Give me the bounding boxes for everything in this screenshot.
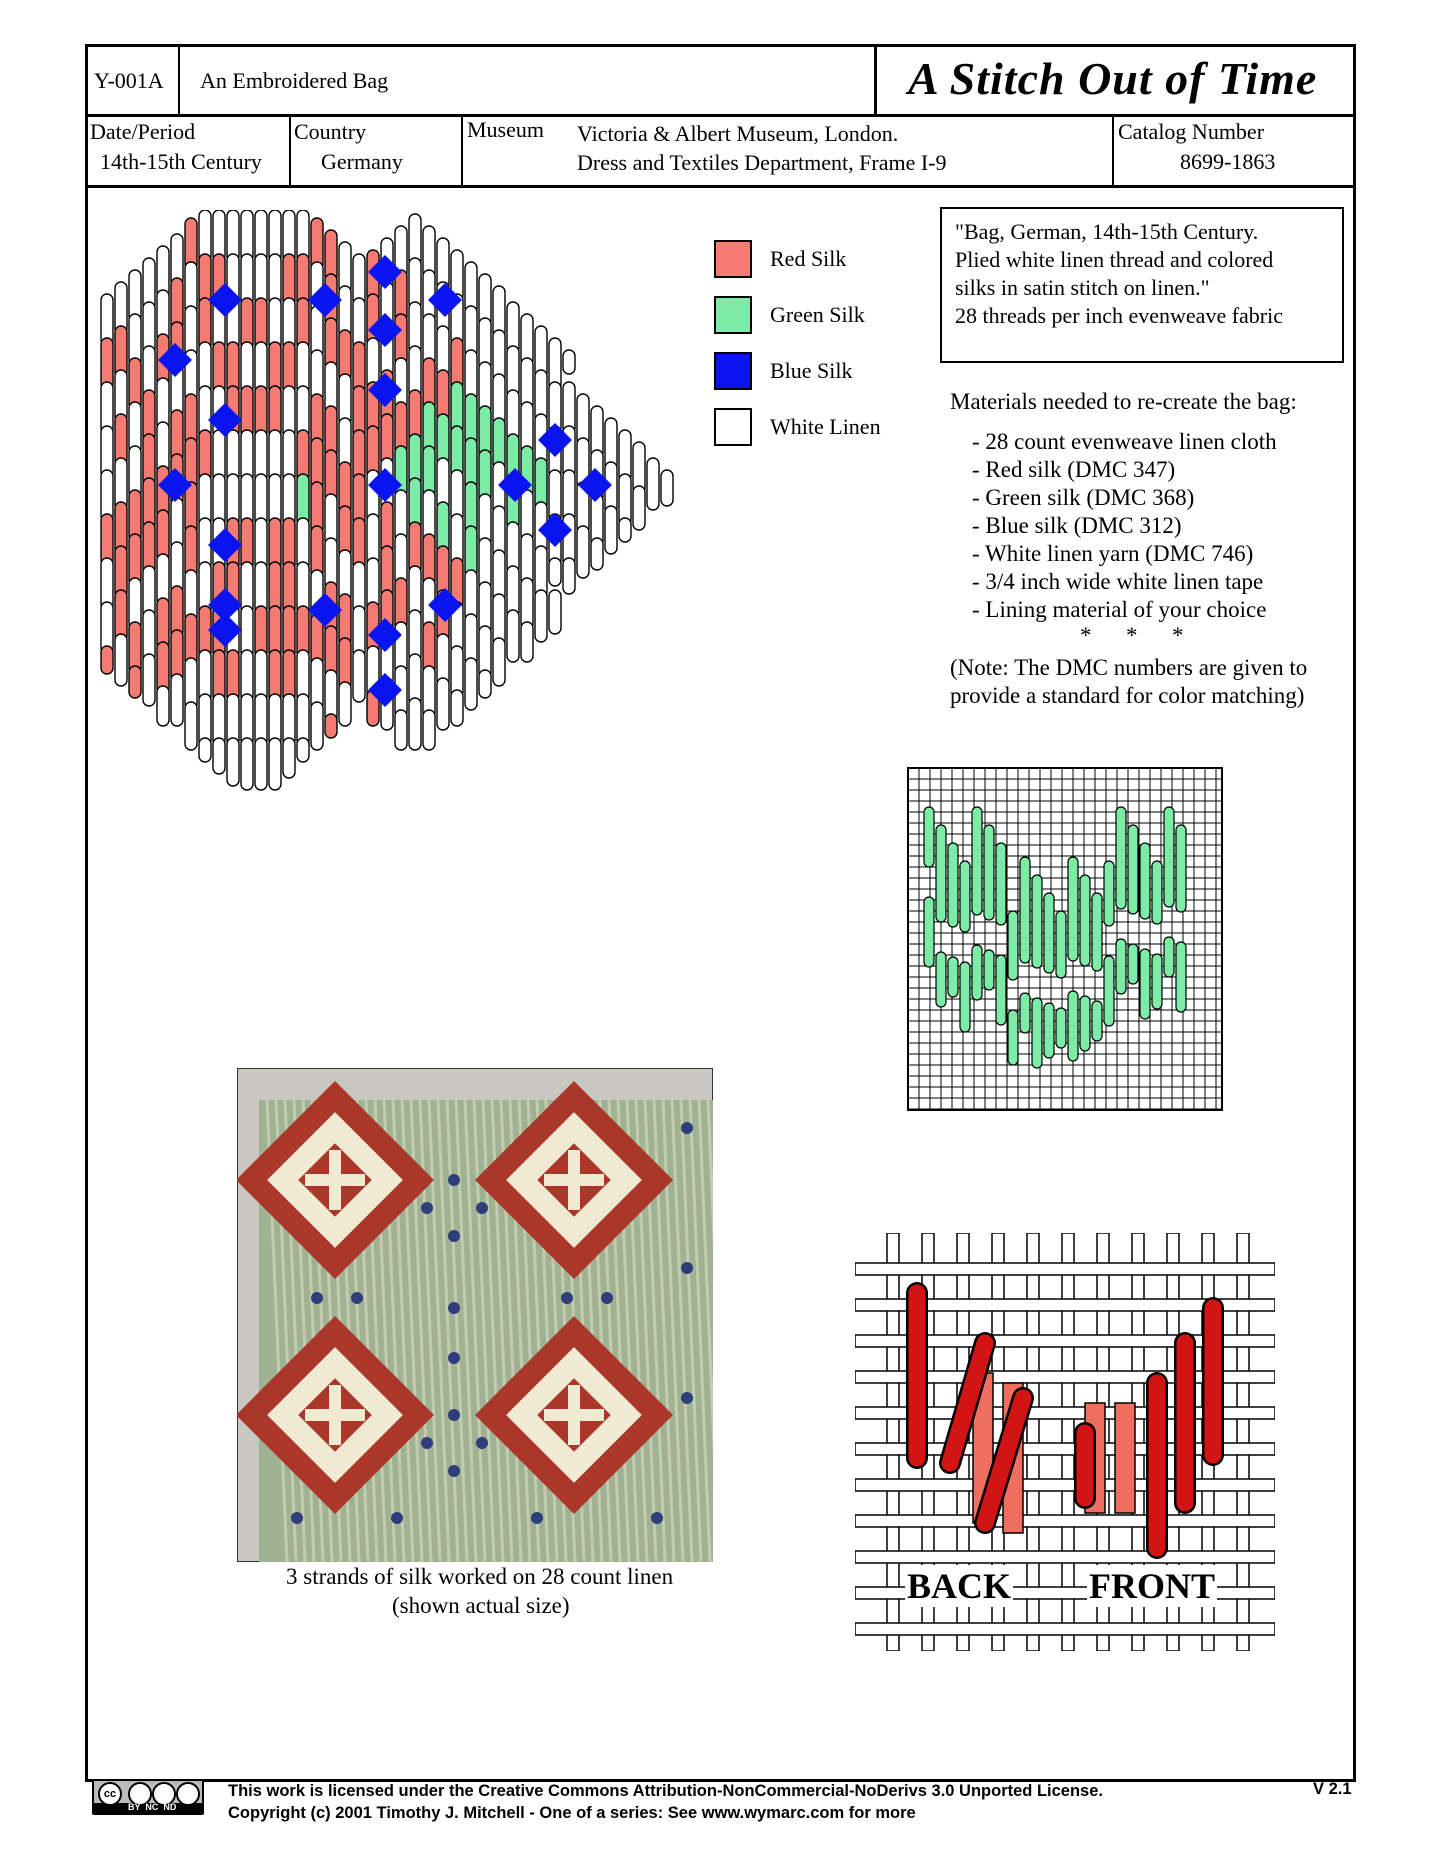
- motif-cross: [544, 1409, 604, 1421]
- pattern-stitch: [591, 538, 603, 570]
- pattern-stitch: [157, 686, 169, 726]
- pattern-stitch: [129, 666, 141, 698]
- catalog-label: Catalog Number: [1118, 119, 1265, 144]
- blue-dot: [476, 1202, 488, 1214]
- green-stitch: [1128, 825, 1138, 914]
- pattern-stitch: [171, 674, 183, 726]
- material-item: - Blue silk (DMC 312): [972, 513, 1182, 538]
- green-stitch: [1152, 954, 1162, 1009]
- motif-cross: [305, 1174, 365, 1186]
- series-title: A Stitch Out of Time: [908, 53, 1318, 104]
- green-stitch: [1068, 991, 1078, 1061]
- blue-dot: [421, 1437, 433, 1449]
- blue-dot: [448, 1302, 460, 1314]
- quote-line: 28 threads per inch evenweave fabric: [955, 303, 1284, 328]
- pattern-stitch: [479, 670, 491, 698]
- pattern-stitch: [185, 702, 197, 750]
- green-stitch: [984, 825, 994, 920]
- green-stitch: [1008, 1010, 1018, 1065]
- pattern-stitch: [451, 690, 463, 726]
- green-stitch: [1104, 861, 1114, 926]
- green-stitch: [972, 945, 982, 1000]
- pattern-stitch: [605, 506, 617, 554]
- green-stitch: [1176, 825, 1186, 912]
- green-stitch: [924, 897, 934, 967]
- cc-license-badge: [92, 1779, 204, 1815]
- green-stitch: [1008, 911, 1018, 980]
- green-stitch: [1164, 807, 1174, 907]
- back-label: BACK: [907, 1566, 1012, 1606]
- pattern-stitch: [199, 738, 211, 762]
- pattern-stitch: [507, 610, 519, 662]
- green-stitch: [1092, 893, 1102, 971]
- front-label: FRONT: [1089, 1566, 1215, 1606]
- green-stitch: [960, 962, 970, 1032]
- pattern-stitch: [661, 470, 673, 506]
- green-stitch: [936, 825, 946, 922]
- weft-thread: [855, 1551, 1275, 1563]
- green-stitch: [972, 807, 982, 915]
- blue-dot: [448, 1352, 460, 1364]
- photo-caption-line2: (shown actual size): [392, 1593, 570, 1618]
- material-item: - 3/4 inch wide white linen tape: [972, 569, 1264, 594]
- code-divider: [178, 44, 180, 115]
- pattern-stitch: [535, 590, 547, 642]
- item-code: Y-001A: [94, 68, 164, 93]
- title-divider: [874, 44, 877, 115]
- motif-cross: [305, 1409, 365, 1421]
- blue-dot: [448, 1174, 460, 1186]
- legend-label: Green Silk: [770, 302, 865, 327]
- legend-swatch: [714, 352, 752, 390]
- pattern-stitch: [465, 658, 477, 710]
- green-stitch: [1116, 807, 1126, 909]
- pattern-stitch: [283, 738, 295, 778]
- legend-swatch: [714, 296, 752, 334]
- green-stitch: [1020, 857, 1030, 963]
- pattern-stitch: [521, 622, 533, 662]
- pattern-stitch: [549, 590, 561, 634]
- green-stitch: [1044, 1003, 1054, 1058]
- museum-line1: Victoria & Albert Museum, London.: [577, 121, 899, 146]
- cc-icon: cc: [98, 1782, 122, 1806]
- materials-list: [972, 428, 1277, 624]
- copyright-text: Copyright (c) 2001 Timothy J. Mitchell - One of a series: See www.wymarc.com for more: [228, 1804, 916, 1822]
- pattern-stitch: [311, 702, 323, 750]
- green-stitch: [1152, 861, 1162, 924]
- green-stitch: [948, 843, 958, 927]
- blue-dot: [421, 1202, 433, 1214]
- legend-label: Red Silk: [770, 246, 847, 271]
- pattern-stitch: [647, 458, 659, 510]
- pattern-stitch: [577, 526, 589, 578]
- pattern-stitch: [563, 350, 575, 374]
- green-stitch: [1140, 949, 1150, 1019]
- blue-dot: [681, 1262, 693, 1274]
- pattern-stitch: [269, 738, 281, 790]
- country-value: Germany: [321, 149, 403, 174]
- note-line1: (Note: The DMC numbers are given to: [950, 655, 1308, 680]
- noderivs-icon: [176, 1782, 200, 1806]
- green-stitch: [948, 957, 958, 997]
- blue-dot: [651, 1512, 663, 1524]
- weft-thread: [855, 1263, 1275, 1275]
- header-divider: [85, 114, 1356, 117]
- country-divider: [461, 115, 463, 186]
- pattern-stitch: [437, 678, 449, 730]
- pattern-stitch: [619, 518, 631, 542]
- legend-label: White Linen: [770, 414, 881, 439]
- museum-label: Museum: [467, 117, 544, 142]
- embroidery-photo: [237, 1068, 713, 1562]
- quote-line: "Bag, German, 14th-15th Century.: [955, 219, 1259, 244]
- green-stitch: [984, 950, 994, 990]
- pattern-stitch: [493, 638, 505, 686]
- separator: * * *: [1080, 623, 1184, 648]
- page-title: An Embroidered Bag: [200, 68, 389, 93]
- blue-dot: [681, 1122, 693, 1134]
- pattern-stitch: [213, 738, 225, 774]
- pattern-stitch: [549, 558, 561, 586]
- green-stitch: [1056, 1008, 1066, 1048]
- blue-dot: [561, 1292, 573, 1304]
- country-label: Country: [294, 119, 367, 144]
- museum-line2: Dress and Textiles Department, Frame I-9: [577, 150, 947, 175]
- blue-dot: [391, 1512, 403, 1524]
- info-divider: [85, 185, 1356, 188]
- material-item: - Green silk (DMC 368): [972, 485, 1195, 510]
- pattern-stitch: [297, 738, 309, 762]
- quote-line: silks in satin stitch on linen.": [955, 275, 1210, 300]
- green-stitch-detail-chart: [907, 767, 1225, 1113]
- weft-thread: [855, 1623, 1275, 1635]
- date-label: Date/Period: [90, 119, 196, 144]
- pattern-stitch: [633, 486, 645, 530]
- catalog-quote: [955, 218, 1283, 330]
- blue-dot: [448, 1409, 460, 1421]
- pattern-stitch: [353, 650, 365, 702]
- green-stitch: [1128, 944, 1138, 984]
- pattern-stitch: [423, 710, 435, 750]
- blue-dot: [311, 1292, 323, 1304]
- blue-dot: [291, 1512, 303, 1524]
- blue-dot: [476, 1437, 488, 1449]
- legend-swatch: [714, 408, 752, 446]
- green-stitch: [1164, 937, 1174, 977]
- green-stitch: [1080, 996, 1090, 1051]
- catalog-value: 8699-1863: [1180, 149, 1276, 174]
- green-stitch: [924, 807, 934, 867]
- date-value: 14th-15th Century: [100, 149, 262, 174]
- embroidery-pattern-chart: [95, 210, 755, 860]
- blue-dot: [531, 1512, 543, 1524]
- green-stitch: [960, 861, 970, 932]
- blue-dot: [681, 1392, 693, 1404]
- photo-caption-line1: 3 strands of silk worked on 28 count linen: [286, 1564, 674, 1589]
- date-divider: [289, 115, 291, 186]
- material-item: - 28 count evenweave linen cloth: [972, 429, 1277, 454]
- pattern-stitch: [227, 738, 239, 786]
- pattern-stitch: [241, 738, 253, 790]
- green-stitch: [1020, 993, 1030, 1033]
- blue-dot: [601, 1292, 613, 1304]
- blue-dot: [448, 1465, 460, 1477]
- material-item: - Lining material of your choice: [972, 597, 1267, 622]
- green-stitch: [1116, 939, 1126, 994]
- legend-swatch: [714, 240, 752, 278]
- weft-thread: [855, 1479, 1275, 1491]
- back-stitch: [1115, 1403, 1135, 1513]
- green-stitch: [1044, 893, 1054, 973]
- pattern-stitch: [395, 710, 407, 750]
- pattern-stitch: [115, 634, 127, 686]
- pattern-stitch: [339, 682, 351, 726]
- pattern-stitch: [325, 714, 337, 738]
- note-line2: provide a standard for color matching): [950, 683, 1305, 708]
- green-stitch: [996, 843, 1006, 925]
- green-stitch: [1068, 857, 1078, 961]
- material-item: - Red silk (DMC 347): [972, 457, 1176, 482]
- green-stitch: [1176, 942, 1186, 1012]
- green-stitch: [1032, 998, 1042, 1068]
- cc-badge-text: BY NC ND: [128, 1802, 177, 1812]
- blue-dot: [351, 1292, 363, 1304]
- license-text: This work is licensed under the Creative Commons Attribution-NonCommercial-NoDerivs 3.0 Unported License.: [228, 1782, 1103, 1800]
- materials-heading: Materials needed to re-create the bag:: [950, 389, 1297, 414]
- museum-divider: [1112, 115, 1114, 186]
- green-stitch: [996, 955, 1006, 1025]
- pattern-stitch: [409, 698, 421, 750]
- green-stitch: [1080, 875, 1090, 966]
- pattern-stitch: [101, 646, 113, 674]
- quote-line: Plied white linen thread and colored: [955, 247, 1274, 272]
- legend-label: Blue Silk: [770, 358, 853, 383]
- green-stitch: [1092, 1001, 1102, 1041]
- pattern-stitch: [255, 738, 267, 790]
- weft-thread: [855, 1515, 1275, 1527]
- material-item: - White linen yarn (DMC 746): [972, 541, 1254, 566]
- pattern-stitch: [143, 654, 155, 706]
- green-stitch: [1032, 875, 1042, 968]
- motif-cross: [544, 1174, 604, 1186]
- green-stitch: [1140, 843, 1150, 919]
- green-stitch: [1104, 956, 1114, 1026]
- green-stitch: [1056, 911, 1066, 978]
- version-text: V 2.1: [1313, 1780, 1352, 1798]
- green-stitch: [936, 952, 946, 1007]
- blue-dot: [448, 1230, 460, 1242]
- pattern-stitch: [563, 558, 575, 594]
